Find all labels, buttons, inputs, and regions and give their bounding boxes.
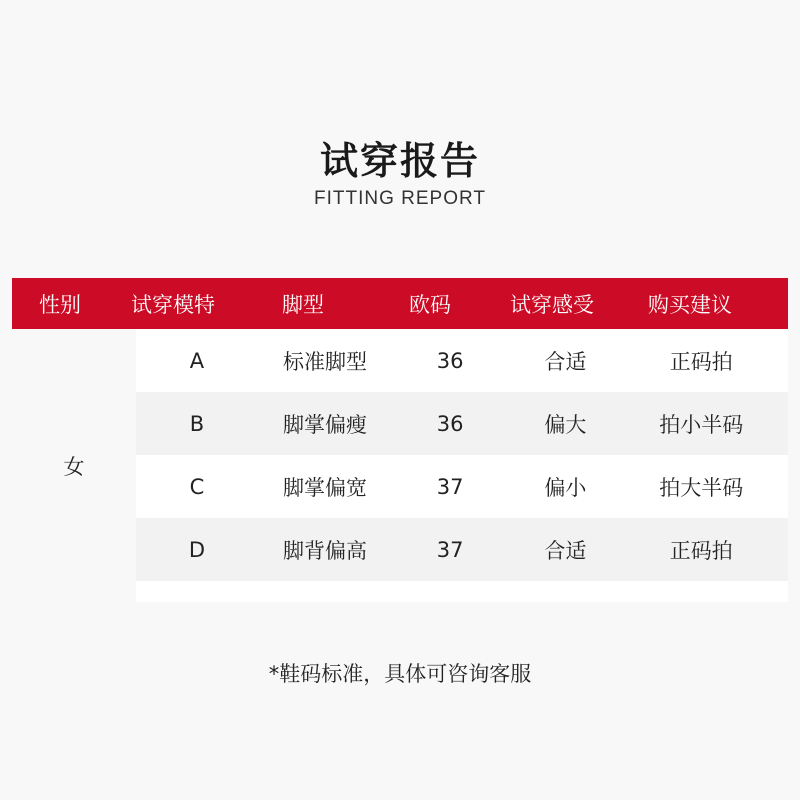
eu-size-cell: 36: [436, 411, 464, 436]
foot-type-cell: 标准脚型: [283, 349, 367, 374]
gender-cell: 女: [12, 329, 136, 602]
advice-cell: 正码拍: [669, 349, 733, 374]
header-feel: 试穿感受: [510, 292, 594, 317]
table-header: [12, 278, 788, 329]
feel-cell: 合适: [544, 349, 587, 374]
header-eu-size: 欧码: [409, 292, 451, 317]
feel-cell: 合适: [544, 538, 587, 563]
table-row: [136, 329, 788, 392]
header-gender: 性别: [39, 292, 81, 317]
header-advice: 购买建议: [648, 292, 732, 317]
eu-size-cell: 37: [436, 537, 464, 562]
advice-cell: 正码拍: [669, 538, 733, 563]
table-body: [12, 329, 788, 602]
table-rows: [136, 329, 788, 602]
foot-type-cell: 脚掌偏宽: [283, 475, 367, 500]
feel-cell: 偏小: [544, 475, 587, 500]
table-row: [136, 392, 788, 455]
table-row: [136, 518, 788, 581]
advice-cell: 拍大半码: [659, 475, 744, 500]
size-note: *鞋码标准，具体可咨询客服: [268, 662, 532, 686]
foot-type-cell: 脚掌偏瘦: [283, 412, 367, 437]
eu-size-cell: 36: [436, 348, 464, 373]
model-cell: C: [189, 474, 205, 499]
foot-type-cell: 脚背偏高: [283, 538, 367, 563]
header-model: 试穿模特: [131, 292, 215, 317]
table-row: [136, 455, 788, 518]
header-foot-type: 脚型: [282, 292, 324, 317]
page-title: 试穿报告: [319, 139, 480, 183]
model-cell: B: [189, 411, 205, 436]
feel-cell: 偏大: [544, 412, 587, 437]
model-cell: A: [189, 348, 205, 373]
fitting-table: [12, 278, 788, 602]
model-cell: D: [188, 537, 206, 562]
eu-size-cell: 37: [436, 474, 464, 499]
advice-cell: 拍小半码: [659, 412, 744, 437]
page-subtitle: FITTING REPORT: [314, 188, 486, 209]
